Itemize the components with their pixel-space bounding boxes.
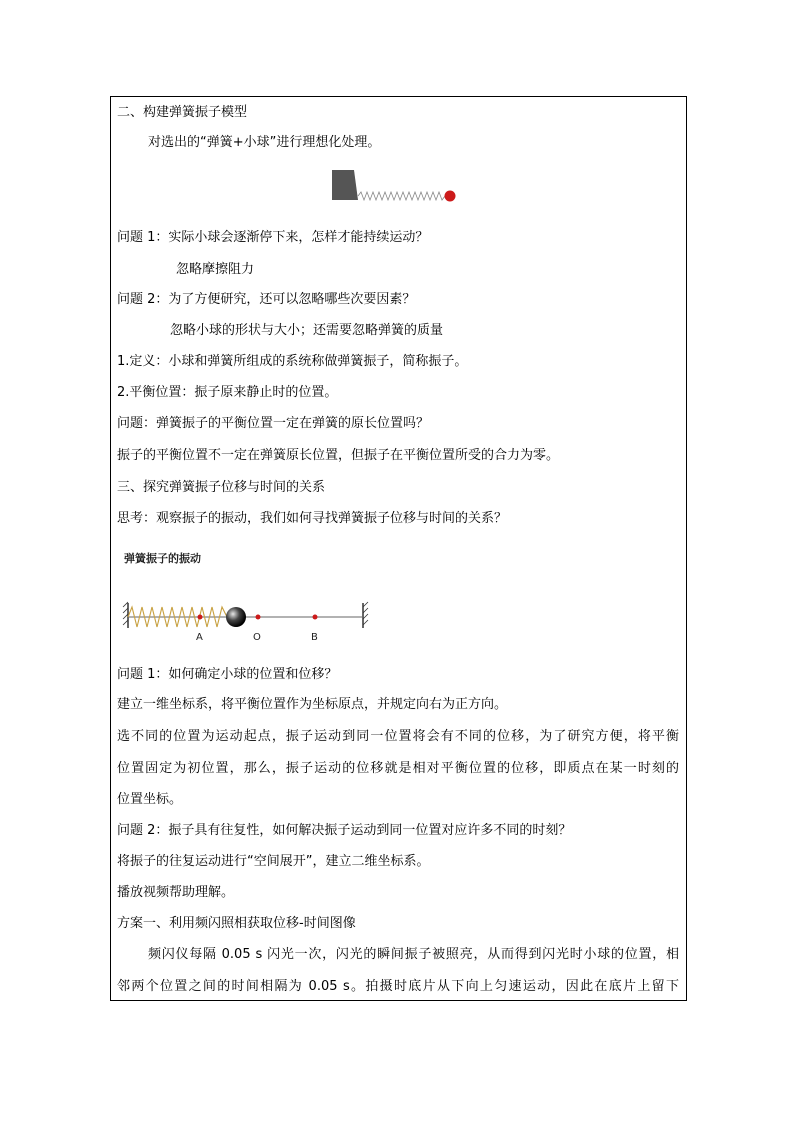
definition-oscillator: 1.定义：小球和弹簧所组成的系统称做弹簧振子，简称振子。 xyxy=(117,354,468,369)
definition-equilibrium: 2.平衡位置：振子原来静止时的位置。 xyxy=(117,385,338,400)
s3-paragraph-1-line-1: 选不同的位置为运动起点，振子运动到同一位置将会有不同的位移，为了研究方便，将平衡 xyxy=(117,729,679,744)
spring-coil xyxy=(358,192,445,200)
spring-ball-figure xyxy=(330,168,460,204)
wall-block xyxy=(332,170,358,200)
s3-paragraph-2-line-2: 邻两个位置之间的时间相隔为 0.05 s。拍摄时底片从下向上匀速运动，因此在底片上留下 xyxy=(117,979,679,994)
s3-question-1: 问题 1：如何确定小球的位置和位移？ xyxy=(117,667,338,682)
oscillation-figure-title: 弹簧振子的振动 xyxy=(124,552,201,565)
s3-question-2: 问题 2：振子具有往复性，如何解决振子运动到同一位置对应许多不同的时刻？ xyxy=(117,823,572,838)
section3-heading: 三、探究弹簧振子位移与时间的关系 xyxy=(117,480,326,495)
s3-paragraph-1-line-3: 位置坐标。 xyxy=(117,792,183,807)
s2-answer-1: 忽略摩擦阻力 xyxy=(176,262,255,277)
s2-answer-2: 忽略小球的形状与大小；还需要忽略弹簧的质量 xyxy=(170,323,444,338)
label-b: B xyxy=(311,632,318,643)
point-o-dot xyxy=(256,615,261,620)
s3-think: 思考：观察振子的振动，我们如何寻找弹簧振子位移与时间的关系？ xyxy=(117,511,508,526)
s3-paragraph-1-line-2: 位置固定为初位置，那么，振子运动的位移就是相对平衡位置的位移，即质点在某一时刻的 xyxy=(117,761,679,776)
s3-paragraph-2-line-1: 频闪仪每隔 0.05 s 闪光一次，闪光的瞬间振子被照亮，从而得到闪光时小球的位置，相 xyxy=(148,947,679,962)
s2-question-1: 问题 1：实际小球会逐渐停下来，怎样才能持续运动？ xyxy=(117,230,429,245)
s2-question-2: 问题 2：为了方便研究，还可以忽略哪些次要因素？ xyxy=(117,292,416,307)
point-a-dot xyxy=(198,615,203,620)
s3-answer-2: 将振子的往复运动进行“空间展开”，建立二维坐标系。 xyxy=(117,854,430,869)
ball xyxy=(445,191,456,202)
section2-intro: 对选出的“弹簧+小球”进行理想化处理。 xyxy=(148,135,381,150)
point-b-dot xyxy=(313,615,318,620)
plan-one-heading: 方案一、利用频闪照相获取位移-时间图像 xyxy=(117,916,356,931)
s2-question-3: 问题：弹簧振子的平衡位置一定在弹簧的原长位置吗？ xyxy=(117,416,430,431)
oscillation-figure xyxy=(120,543,370,648)
s2-answer-3: 振子的平衡位置不一定在弹簧原长位置，但振子在平衡位置所受的合力为零。 xyxy=(117,448,560,463)
video-note: 播放视频帮助理解。 xyxy=(117,885,235,900)
oscillator-ball xyxy=(226,607,246,627)
label-a: A xyxy=(196,632,203,643)
section2-heading: 二、构建弹簧振子模型 xyxy=(117,105,248,120)
s3-answer-1: 建立一维坐标系，将平衡位置作为坐标原点，并规定向右为正方向。 xyxy=(117,697,508,712)
label-o: O xyxy=(253,632,261,643)
